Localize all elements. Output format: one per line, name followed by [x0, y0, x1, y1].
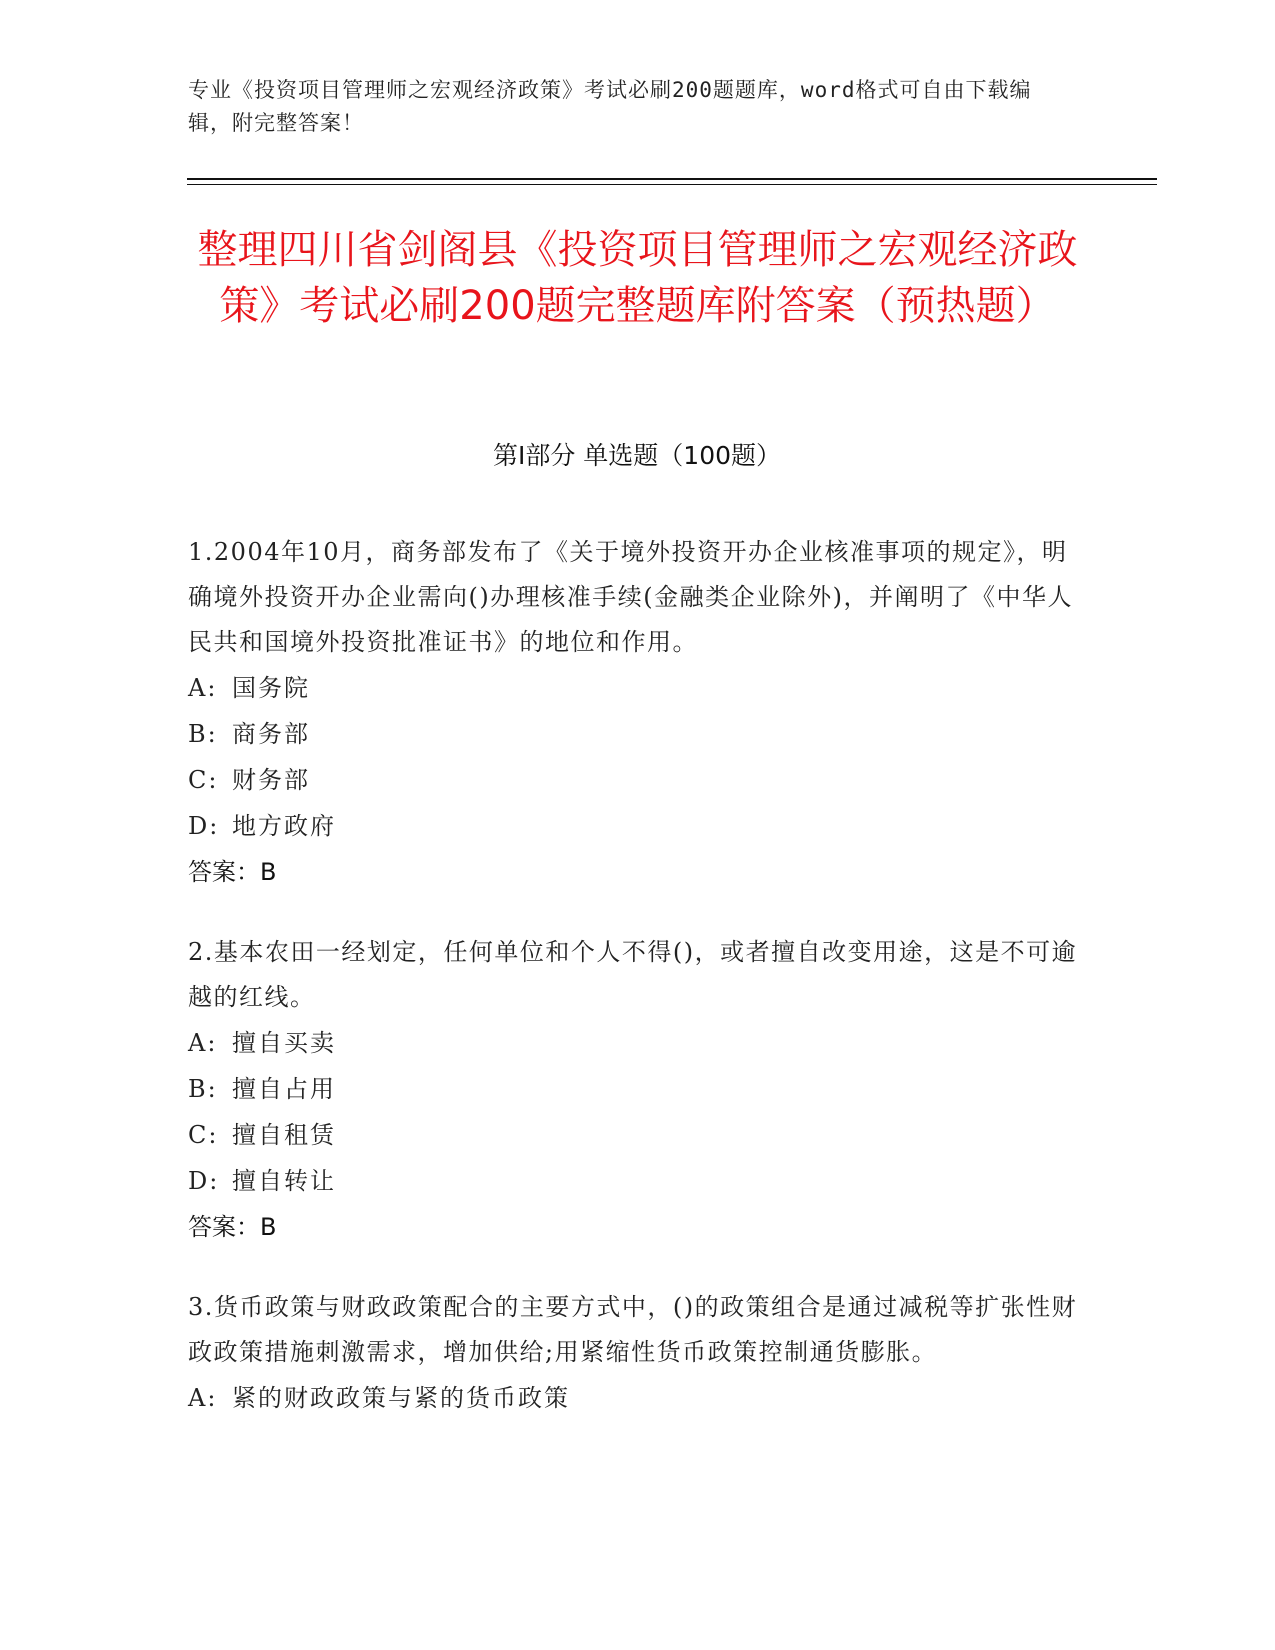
option-key: B: — [188, 1075, 218, 1103]
answer-line — [188, 1204, 1088, 1250]
option-key: A: — [188, 674, 218, 702]
option-text: 擅自转让 — [232, 1167, 336, 1195]
option-text: 国务院 — [232, 674, 310, 702]
option-text: 擅自买卖 — [232, 1029, 336, 1057]
question-1 — [188, 530, 1088, 895]
question-stem: 2.基本农田一经划定，任何单位和个人不得()，或者擅自改变用途，这是不可逾越的红线。 — [188, 938, 1078, 1011]
question-3 — [188, 1285, 1088, 1421]
option-key: B: — [188, 720, 218, 748]
option-key: D: — [188, 812, 220, 840]
section-heading: 第I部分 单选题（100题） — [492, 441, 782, 470]
option-d — [188, 803, 1088, 849]
question-2 — [188, 930, 1088, 1250]
option-a — [188, 665, 1088, 711]
answer-value: B — [260, 1213, 277, 1241]
option-c — [188, 757, 1088, 803]
document-title: 整理四川省剑阁县《投资项目管理师之宏观经济政策》考试必刷200题完整题库附答案（预热题） — [197, 227, 1078, 329]
answer-label: 答案： — [188, 1213, 260, 1241]
option-text: 紧的财政政策与紧的货币政策 — [232, 1384, 570, 1412]
option-text: 商务部 — [232, 720, 310, 748]
option-key: A: — [188, 1029, 218, 1057]
header-note: 专业《投资项目管理师之宏观经济政策》考试必刷200题题库，word格式可自由下载编辑，附完整答案！ — [188, 78, 1032, 135]
answer-value: B — [260, 858, 277, 886]
option-key: C: — [188, 766, 219, 794]
header-divider-thin — [187, 184, 1157, 185]
option-c — [188, 1112, 1088, 1158]
option-key: A: — [188, 1384, 218, 1412]
option-text: 财务部 — [232, 766, 310, 794]
question-stem: 3.货币政策与财政政策配合的主要方式中，()的政策组合是通过减税等扩张性财政政策措施刺激需求，增加供给;用紧缩性货币政策控制通货膨胀。 — [188, 1293, 1078, 1366]
header-divider-thick — [187, 178, 1157, 180]
option-key: D: — [188, 1167, 220, 1195]
option-a — [188, 1375, 1088, 1421]
option-key: C: — [188, 1121, 219, 1149]
option-text: 地方政府 — [232, 812, 336, 840]
option-text: 擅自占用 — [232, 1075, 336, 1103]
option-b — [188, 1066, 1088, 1112]
question-stem: 1.2004年10月，商务部发布了《关于境外投资开办企业核准事项的规定》，明确境外投资开办企业需向()办理核准手续(金融类企业除外)，并阐明了《中华人民共和国境外投资批准证书》的地位和作用。 — [188, 538, 1073, 656]
option-b — [188, 711, 1088, 757]
answer-line — [188, 849, 1088, 895]
answer-label: 答案： — [188, 858, 260, 886]
option-text: 擅自租赁 — [232, 1121, 336, 1149]
option-d — [188, 1158, 1088, 1204]
option-a — [188, 1020, 1088, 1066]
question-list — [188, 530, 1088, 1456]
